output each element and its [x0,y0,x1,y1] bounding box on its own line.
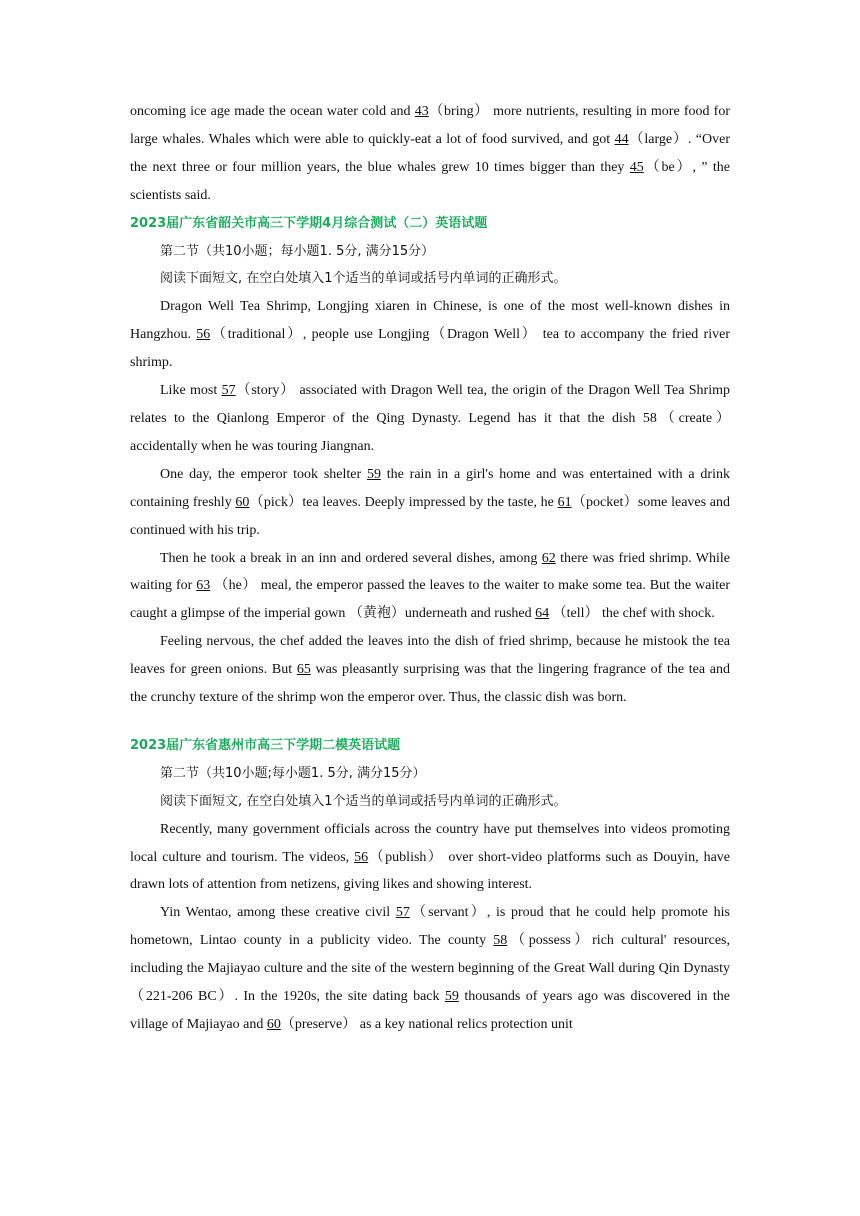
paragraph-whales: oncoming ice age made the ocean water cold and 43（bring） more nutrients, resulting in more food for large whales. Whales which were able to quickly-eat a lot of food survived, and got 44（large）. “Over the next three or four million years, the blue whales grew 10 times bigger than they 45（be）, ” the scientists said. [130,104,730,203]
document-page [130,98,730,1039]
exam-title-huizhou: 2023届广东省惠州市高三下学期二模英语试题 [130,737,401,753]
paragraph: Like most 57（story） associated with Dragon Well tea, the origin of the Dragon Well Tea Shrimp relates to the Qianlong Emperor of the Qing Dynasty. Legend has it that the dish 58（create） accidentally when he was touring Jiangnan. [130,383,730,454]
instruction: 阅读下面短文, 在空白处填入1个适当的单词或括号内单词的正确形式。 [160,793,567,809]
blank-63: 63 [196,578,211,594]
blank-60: 60 [266,1017,281,1032]
blank-60: 60 [235,494,250,510]
blank-62: 62 [541,550,556,566]
section-header: 第二节（共10小题;每小题1. 5分, 满分15分） [160,765,426,781]
blank-59: 59 [366,466,381,482]
paragraph: Yin Wentao, among these creative civil 57（servant）, is proud that he could help promote his hometown, Lintao county in a publicity video. The county 58（possess）rich cultural' resources, including the Majiayao culture and the site of the western beginning of the Great Wall during Qin Dynasty （221-206 BC）. In the 1920s, the site dating back 59 thousands of years ago was discovered in the village of Majiayao and 60（preserve） as a key national relics protection unit [130,905,730,1032]
paragraph: Then he took a break in an inn and ordered several dishes, among 62 there was fried shrimp. While waiting for 63 （he） meal, the emperor passed the leaves to the waiter to make some tea. But the waiter caught a glimpse of the imperial gown （黄袍）underneath and rushed 64 （tell） the chef with shock. [130,550,730,622]
blank-58: 58 [493,933,508,949]
instruction: 阅读下面短文, 在空白处填入1个适当的单词或括号内单词的正确形式。 [160,271,567,287]
paragraph: Dragon Well Tea Shrimp, Longjing xiaren in Chinese, is one of the most well-known dishes in Hangzhou. 56（traditional）, people use Longjing（Dragon Well） tea to accompany the fried river shrimp. [130,299,730,371]
blank-65: 65 [296,662,311,678]
blank-56: 56 [354,849,369,865]
section-gap [130,712,730,732]
blank-61: 61 [557,494,572,510]
blank-57: 57 [221,383,236,399]
blank-64: 64 [535,606,550,622]
blank-59: 59 [444,989,459,1005]
paragraph: One day, the emperor took shelter 59 the rain in a girl's home and was entertained with a drink containing freshly 60（pick）tea leaves. Deeply impressed by the taste, he 61（pocket）some leaves and continued with his trip. [130,466,730,538]
blank-57: 57 [395,905,410,921]
blank-44: 44 [614,131,629,147]
blank-45: 45 [629,159,644,175]
exam-title-shaoguan: 2023届广东省韶关市高三下学期4月综合测试（二）英语试题 [130,215,488,231]
blank-43: 43 [414,104,429,119]
paragraph: Recently, many government officials across the country have put themselves into videos promoting local culture and tourism. The videos, 56（publish） over short-video platforms such as Douyin, have drawn lots of attention from netizens, giving likes and showing interest. [130,821,730,893]
paragraph: Feeling nervous, the chef added the leaves into the dish of fried shrimp, because he mistook the tea leaves for green onions. But 65 was pleasantly surprising was that the lingering fragrance of the tea and the crunchy texture of the shrimp won the emperor over. Thus, the classic dish was born. [130,634,730,706]
blank-56: 56 [196,327,211,343]
section-header: 第二节（共10小题；每小题1. 5分, 满分15分） [160,243,435,259]
